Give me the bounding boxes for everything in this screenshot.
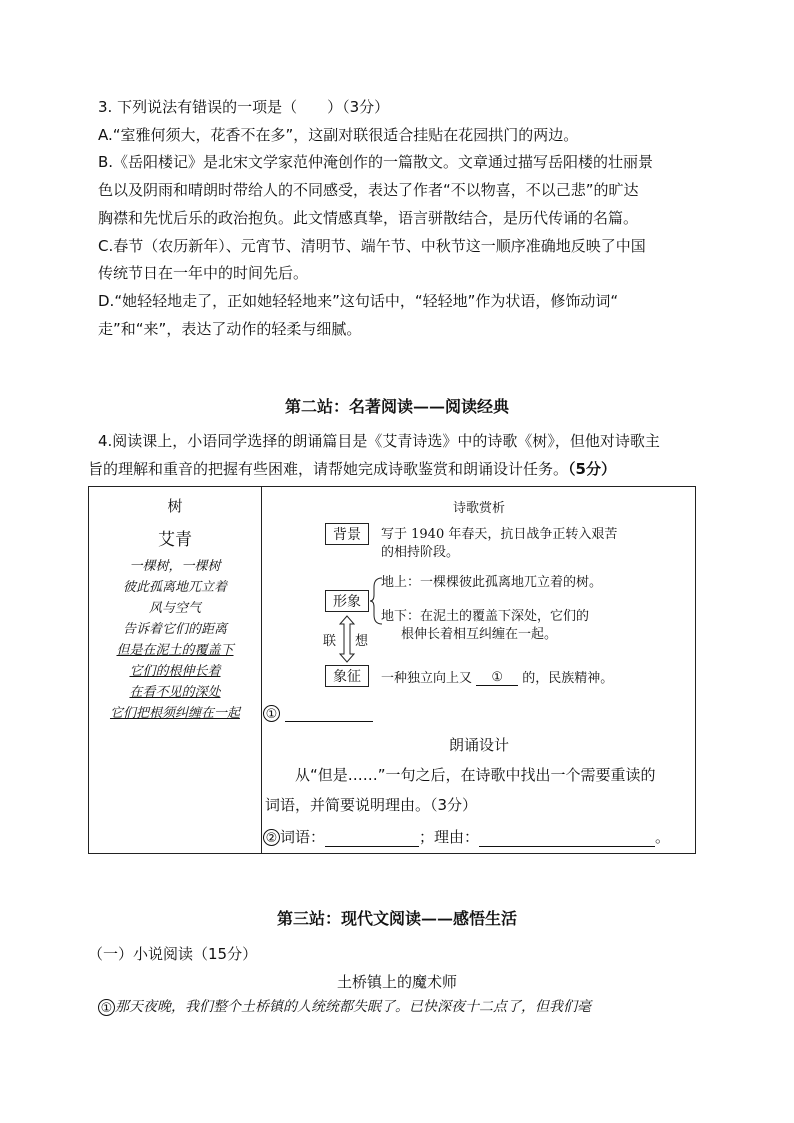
symbol-text: 一种独立向上又 ① 的，民族精神。 bbox=[381, 670, 614, 686]
recitation-instruction-line1: 从“但是……”一句之后，在诗歌中找出一个需要重读的 bbox=[295, 766, 656, 784]
poem-author: 艾青 bbox=[158, 530, 192, 550]
poem-line-underlined: 它们把根须纠缠在一起 bbox=[109, 706, 240, 721]
answer-1-line bbox=[263, 703, 373, 722]
word-blank[interactable] bbox=[325, 831, 419, 847]
answer-2-line: ② 词语： ；理由： 。 bbox=[263, 827, 670, 847]
q3-option-b-line1: B.《岳阳楼记》是北宋文学家范仲淹创作的一篇散文。文章通过描写岳阳楼的壮丽景 bbox=[98, 153, 654, 171]
poem-line: 一棵树，一棵树 bbox=[129, 559, 221, 574]
q3-option-d-line1: D.“她轻轻地走了，正如她轻轻地来”这句话中，“轻轻地”作为状语，修饰动词“ bbox=[98, 292, 619, 310]
q3-option-c-line1: C.春节（农历新年）、元宵节、清明节、端午节、中秋节这一顺序准确地反映了中国 bbox=[98, 237, 646, 255]
association-char-1: 联 bbox=[323, 634, 337, 649]
double-arrow-icon bbox=[339, 615, 355, 663]
association-char-2: 想 bbox=[355, 634, 369, 649]
recitation-design-header: 朗诵设计 bbox=[448, 736, 509, 754]
poem-line: 风与空气 bbox=[148, 601, 201, 616]
image-label-box: 形象 bbox=[325, 590, 369, 612]
answer-blank-1[interactable]: ① bbox=[476, 670, 518, 686]
paragraph-1-mark: ① bbox=[98, 999, 115, 1016]
poem-table bbox=[88, 486, 696, 854]
below-ground-text-line2: 根伸长着相互纠缠在一起。 bbox=[401, 627, 558, 642]
below-ground-text-line1: 地下：在泥土的覆盖下深处，它们的 bbox=[381, 609, 590, 624]
q3-option-b-line2: 色以及阴雨和晴朗时带给人的不同感受，表达了作者“不以物喜，不以己悲”的旷达 bbox=[98, 181, 639, 199]
q3-option-d-line2: 走”和“来”，表达了动作的轻柔与细腻。 bbox=[98, 320, 362, 338]
background-label-box: 背景 bbox=[325, 523, 369, 545]
story-paragraph-1: ① 那天夜晚，我们整个土桥镇的人统统都失眠了。已快深夜十二点了，但我们毫 bbox=[98, 996, 591, 1016]
poem-line-underlined: 但是在泥土的覆盖下 bbox=[116, 643, 234, 658]
background-text-line2: 的相持阶段。 bbox=[381, 545, 460, 560]
q3-stem: 3. 下列说法有错误的一项是（ ）（3分） bbox=[98, 98, 390, 116]
above-ground-text: 地上：一棵棵彼此孤离地兀立着的树。 bbox=[381, 575, 603, 590]
station2-title: 第二站：名著阅读——阅读经典 bbox=[284, 397, 509, 416]
section-novel-reading: （一）小说阅读（15分） bbox=[88, 945, 258, 963]
story-title: 土桥镇上的魔术师 bbox=[336, 973, 457, 991]
poem-line: 告诉着它们的距离 bbox=[122, 622, 227, 637]
analysis-header: 诗歌赏析 bbox=[452, 501, 505, 516]
poem-line-underlined: 它们的根伸长着 bbox=[129, 664, 221, 679]
poem-line-underlined: 在看不见的深处 bbox=[129, 685, 221, 700]
table-divider bbox=[261, 487, 262, 853]
recitation-instruction-line2: 词语，并简要说明理由。（3分） bbox=[265, 796, 478, 814]
q3-option-c-line2: 传统节日在一年中的时间先后。 bbox=[98, 264, 309, 282]
symbol-label-box: 象征 bbox=[325, 665, 369, 687]
poem-title: 树 bbox=[167, 497, 183, 515]
q4-stem-line1: 4.阅读课上，小语同学选择的朗诵篇目是《艾青诗选》中的诗歌《树》，但他对诗歌主 bbox=[98, 432, 660, 450]
answer-2-mark: ② bbox=[263, 829, 280, 846]
poem-line: 彼此孤离地兀立着 bbox=[122, 580, 227, 595]
answer-1-blank[interactable] bbox=[285, 705, 373, 722]
q3-option-a: A.“室雅何须大，花香不在多”，这副对联很适合挂贴在花园拱门的两边。 bbox=[98, 126, 579, 144]
answer-1-mark: ① bbox=[263, 705, 280, 722]
q3-option-b-line3: 胸襟和先忧后乐的政治抱负。此文情感真挚，语言骈散结合，是历代传诵的名篇。 bbox=[98, 209, 639, 227]
reason-blank[interactable] bbox=[479, 831, 655, 847]
station3-title: 第三站：现代文阅读——感悟生活 bbox=[276, 909, 517, 928]
background-text-line1: 写于 1940 年春天，抗日战争正转入艰苦 bbox=[381, 527, 618, 542]
q4-stem-line2: 旨的理解和重音的把握有些困难，请帮她完成诗歌鉴赏和朗诵设计任务。（5分） bbox=[88, 460, 616, 478]
